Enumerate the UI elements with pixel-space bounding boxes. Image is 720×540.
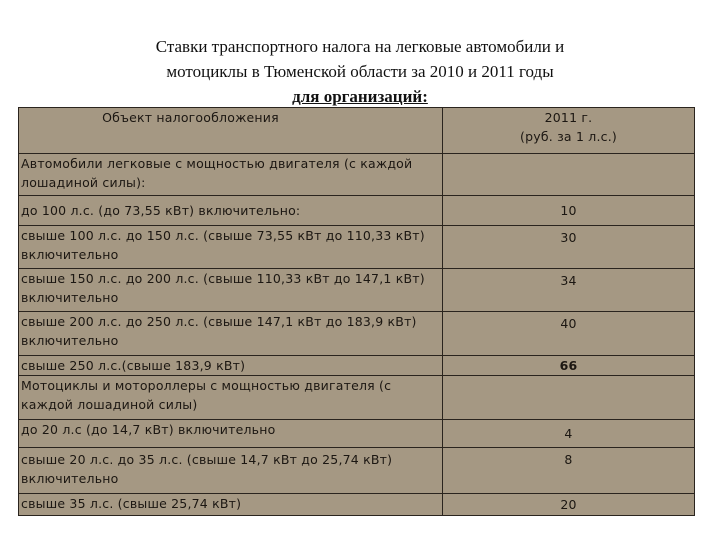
row-value: 30 bbox=[443, 226, 695, 269]
row-value: 34 bbox=[443, 269, 695, 312]
table-row bbox=[19, 196, 695, 226]
table-row bbox=[19, 154, 695, 196]
header-object: Объект налогообложения bbox=[19, 108, 443, 154]
row-label: Мотоциклы и мотороллеры с мощностью двигателя (с каждой лошадиной силы) bbox=[19, 376, 443, 420]
table-header-row bbox=[19, 108, 695, 154]
table-row bbox=[19, 448, 695, 494]
row-value: 10 bbox=[443, 196, 695, 226]
header-year-label: 2011 г. bbox=[544, 110, 593, 125]
table-row bbox=[19, 356, 695, 376]
title-line-3: для организаций: bbox=[292, 87, 428, 106]
title-line-2: мотоциклы в Тюменской области за 2010 и 2011 годы bbox=[166, 62, 554, 81]
row-label: свыше 200 л.с. до 250 л.с. (свыше 147,1 кВт до 183,9 кВт) включительно bbox=[19, 312, 443, 356]
row-label: свыше 150 л.с. до 200 л.с. (свыше 110,33 кВт до 147,1 кВт) включительно bbox=[19, 269, 443, 312]
row-label: до 20 л.с (до 14,7 кВт) включительно bbox=[19, 420, 443, 448]
header-year bbox=[443, 108, 695, 154]
table-row bbox=[19, 376, 695, 420]
row-value: 8 bbox=[443, 448, 695, 494]
header-unit-label: (руб. за 1 л.с.) bbox=[520, 129, 617, 144]
table-row bbox=[19, 269, 695, 312]
title-line-1: Ставки транспортного налога на легковые автомобили и bbox=[155, 37, 565, 56]
row-value: 66 bbox=[443, 356, 695, 376]
row-value: 4 bbox=[443, 420, 695, 448]
table-row bbox=[19, 420, 695, 448]
row-label: Автомобили легковые с мощностью двигателя (с каждой лошадиной силы): bbox=[19, 154, 443, 196]
row-label: свыше 100 л.с. до 150 л.с. (свыше 73,55 кВт до 110,33 кВт) включительно bbox=[19, 226, 443, 269]
tax-rates-table bbox=[18, 107, 695, 516]
table-row bbox=[19, 312, 695, 356]
document-title bbox=[0, 34, 720, 109]
row-value bbox=[443, 376, 695, 420]
row-value bbox=[443, 154, 695, 196]
row-label: свыше 20 л.с. до 35 л.с. (свыше 14,7 кВт до 25,74 кВт) включительно bbox=[19, 448, 443, 494]
row-label: свыше 35 л.с. (свыше 25,74 кВт) bbox=[19, 494, 443, 516]
row-label: свыше 250 л.с.(свыше 183,9 кВт) bbox=[19, 356, 443, 376]
row-value: 20 bbox=[443, 494, 695, 516]
row-value: 40 bbox=[443, 312, 695, 356]
table-row bbox=[19, 226, 695, 269]
table-row bbox=[19, 494, 695, 516]
row-label: до 100 л.с. (до 73,55 кВт) включительно: bbox=[19, 196, 443, 226]
